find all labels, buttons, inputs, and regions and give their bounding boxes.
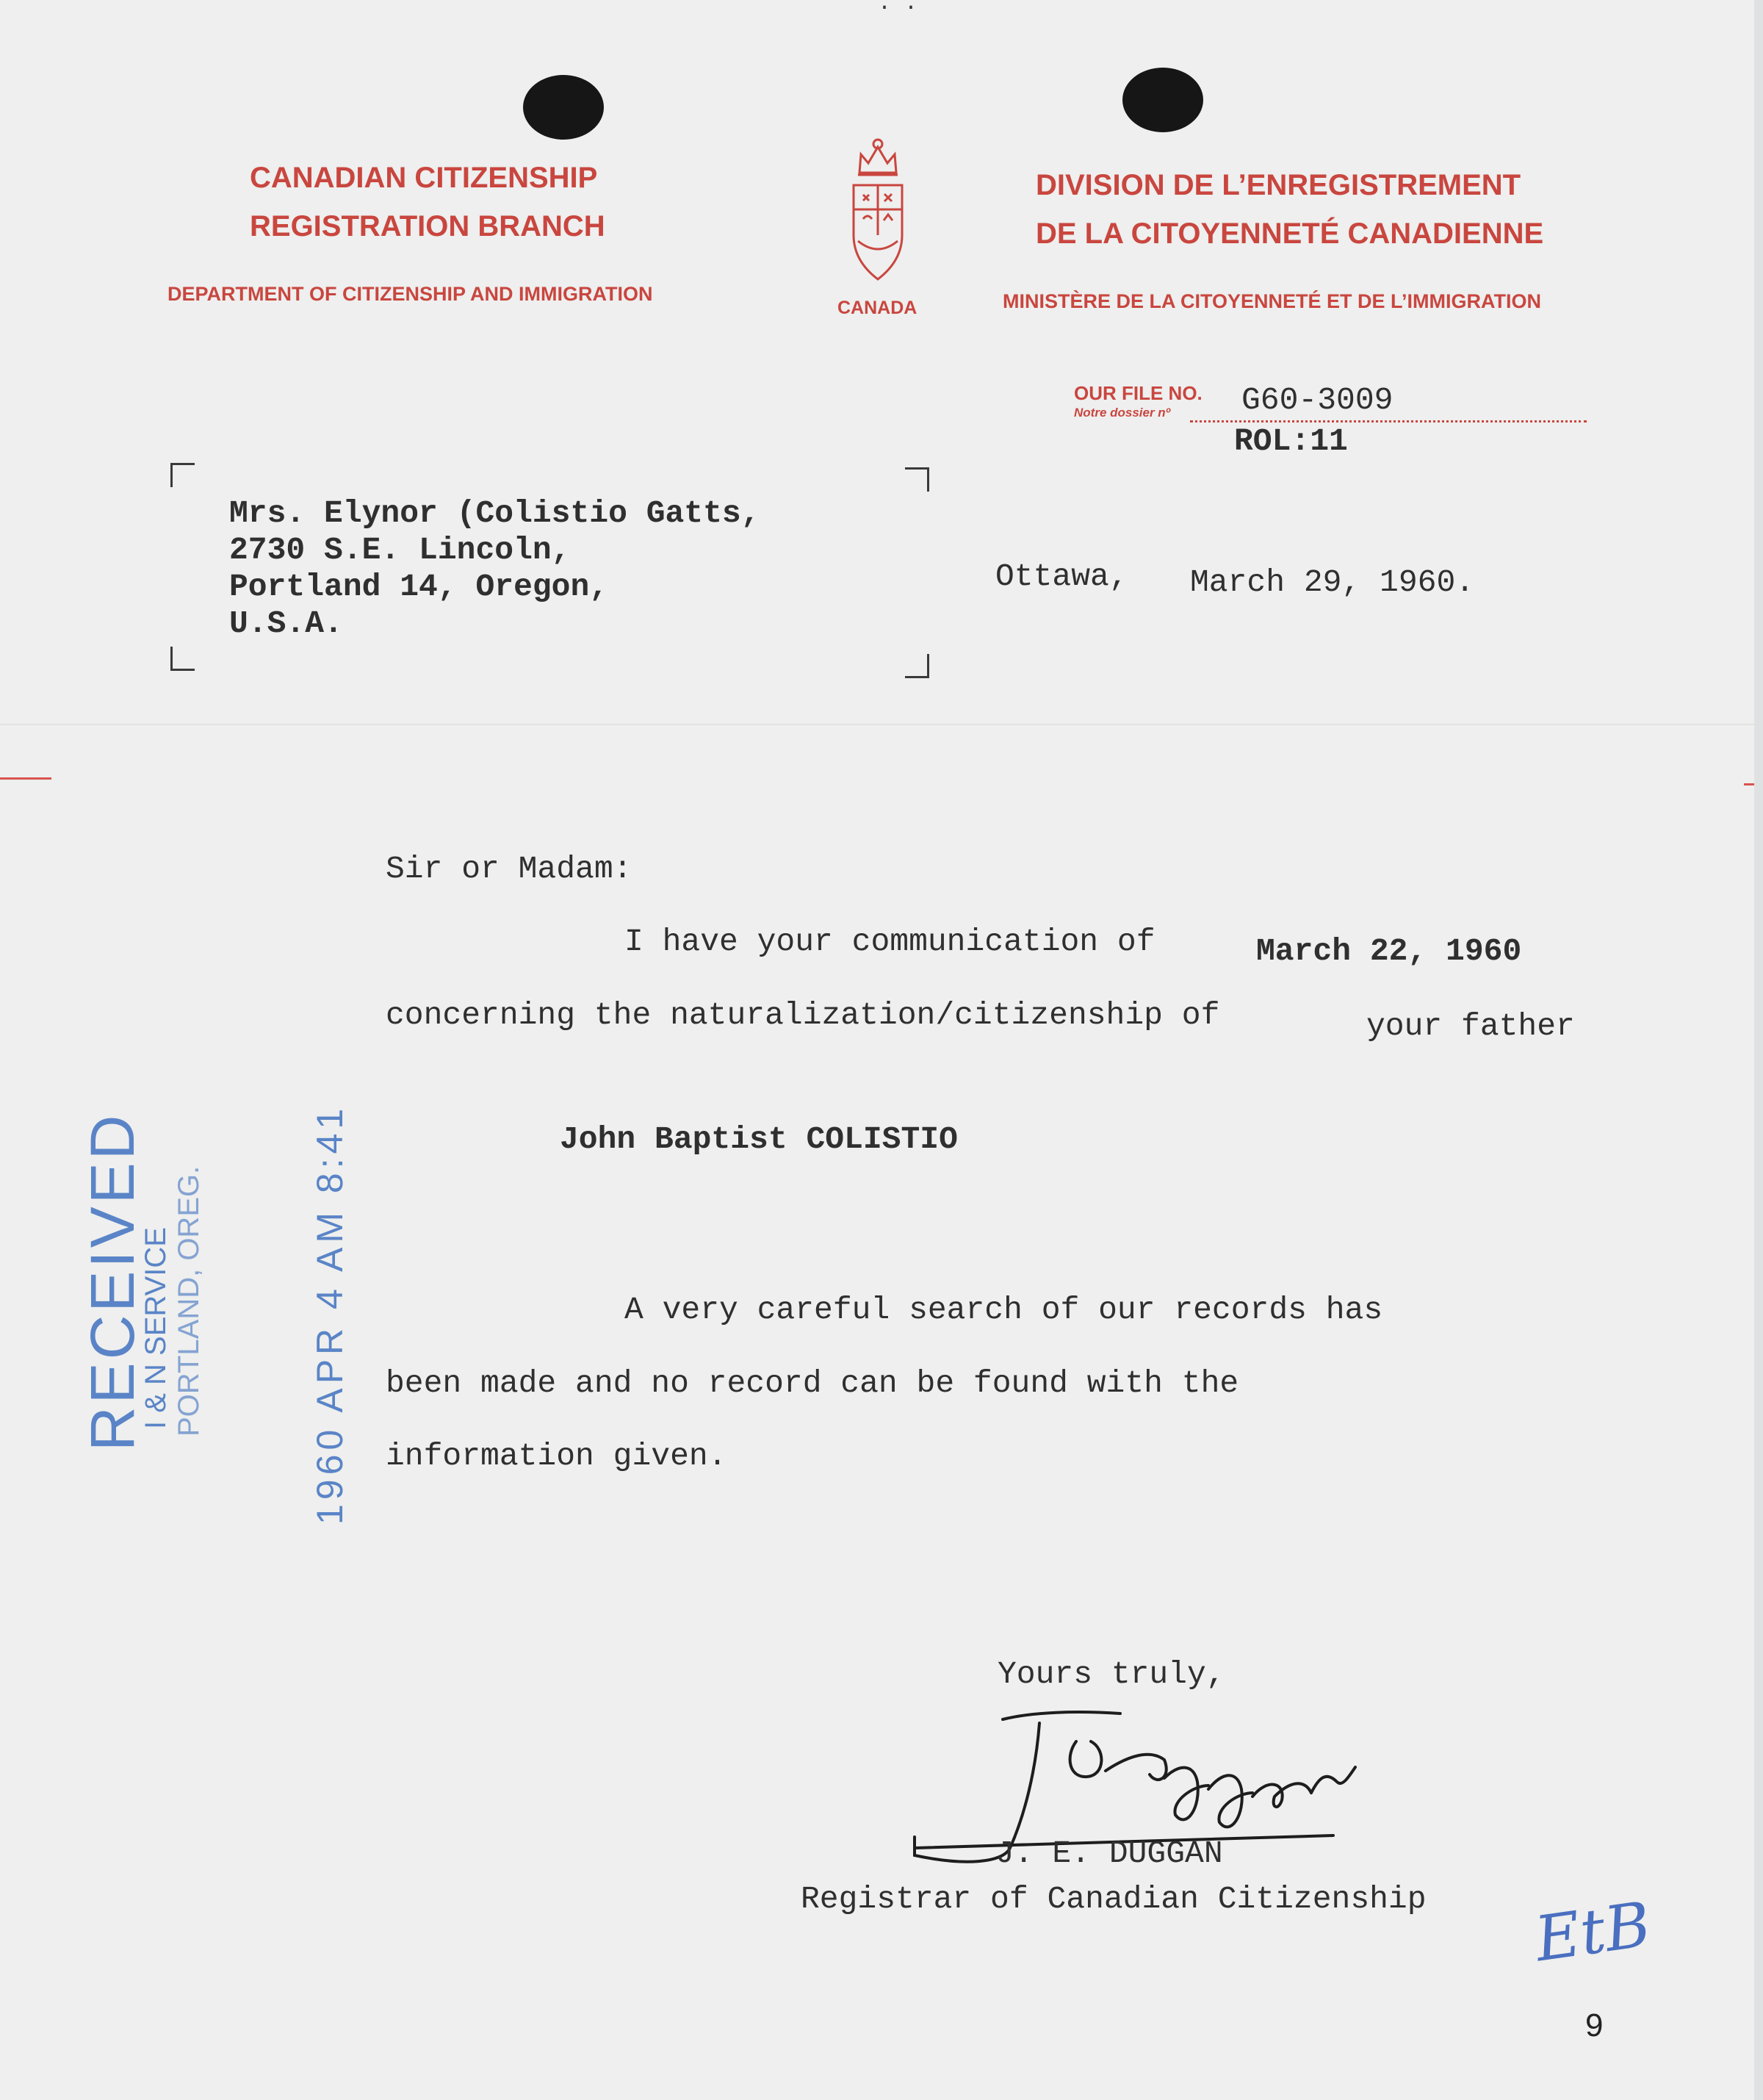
received-stamp-city: PORTLAND, OREG. (173, 1165, 205, 1436)
paper-fold-line (0, 724, 1754, 725)
body-p1-date: March 22, 1960 (1256, 933, 1522, 969)
signatory-title: Registrar of Canadian Citizenship (801, 1881, 1427, 1917)
body-p1-relation: your father (1366, 1008, 1575, 1044)
letterhead-french-department: MINISTÈRE DE LA CITOYENNETÉ ET DE L’IMMIGRATION (1003, 290, 1542, 312)
letterhead-english-line2: REGISTRATION BRANCH (250, 210, 605, 242)
salutation: Sir or Madam: (386, 851, 632, 887)
letterhead-french-line1: DIVISION DE L’ENREGISTREMENT (1036, 169, 1521, 201)
fold-mark-right (1744, 783, 1754, 785)
address-bracket-top-right (905, 467, 929, 492)
letterhead-english-department: DEPARTMENT OF CITIZENSHIP AND IMMIGRATION (167, 283, 653, 305)
address-line-1: Mrs. Elynor (Colistio Gatts, (229, 495, 760, 531)
punch-hole-left (523, 75, 604, 140)
body-p1-line2: concerning the naturalization/citizenship of (386, 997, 1220, 1033)
file-number: G60-3009 (1241, 382, 1394, 418)
roll-number: ROL:11 (1234, 423, 1348, 459)
signatory-name: J. E. DUGGAN (995, 1835, 1223, 1871)
body-p2-line1: A very careful search of our records has (624, 1292, 1383, 1328)
received-stamp-date: 1960 APR 4 AM 8:41 (309, 1104, 350, 1525)
received-stamp-main: RECEIVED (78, 1112, 147, 1451)
canada-coat-of-arms-icon (837, 132, 918, 290)
letter-place: Ottawa, (995, 558, 1128, 594)
letterhead-french-line2: DE LA CITOYENNETÉ CANADIENNE (1036, 217, 1544, 250)
letterhead-english-line1: CANADIAN CITIZENSHIP (250, 162, 598, 194)
address-bracket-bottom-right (905, 654, 929, 678)
address-bracket-top-left (170, 463, 195, 487)
fold-mark-left (0, 777, 51, 780)
received-stamp-service: I & N SERVICE (140, 1227, 172, 1429)
address-line-4: U.S.A. (229, 605, 343, 641)
letter-date: March 29, 1960. (1190, 564, 1475, 600)
address-line-3: Portland 14, Oregon, (229, 569, 609, 605)
body-p1-line1: I have your communication of (624, 924, 1155, 960)
top-edge-marks: . . (878, 0, 918, 16)
coat-caption: CANADA (837, 298, 917, 318)
page-number: 9 (1585, 2007, 1604, 2043)
punch-hole-right (1122, 68, 1203, 132)
handwritten-initials: EtB (1530, 1888, 1655, 1976)
body-p2-line3: information given. (386, 1438, 727, 1474)
body-p2-line2: been made and no record can be found with the (386, 1365, 1239, 1401)
subject-name: John Baptist COLISTIO (560, 1121, 958, 1157)
file-label: OUR FILE NO. (1074, 382, 1203, 404)
address-line-2: 2730 S.E. Lincoln, (229, 532, 571, 568)
file-label-french: Notre dossier nº (1074, 406, 1170, 420)
valediction: Yours truly, (998, 1656, 1225, 1692)
address-bracket-bottom-left (170, 647, 195, 671)
